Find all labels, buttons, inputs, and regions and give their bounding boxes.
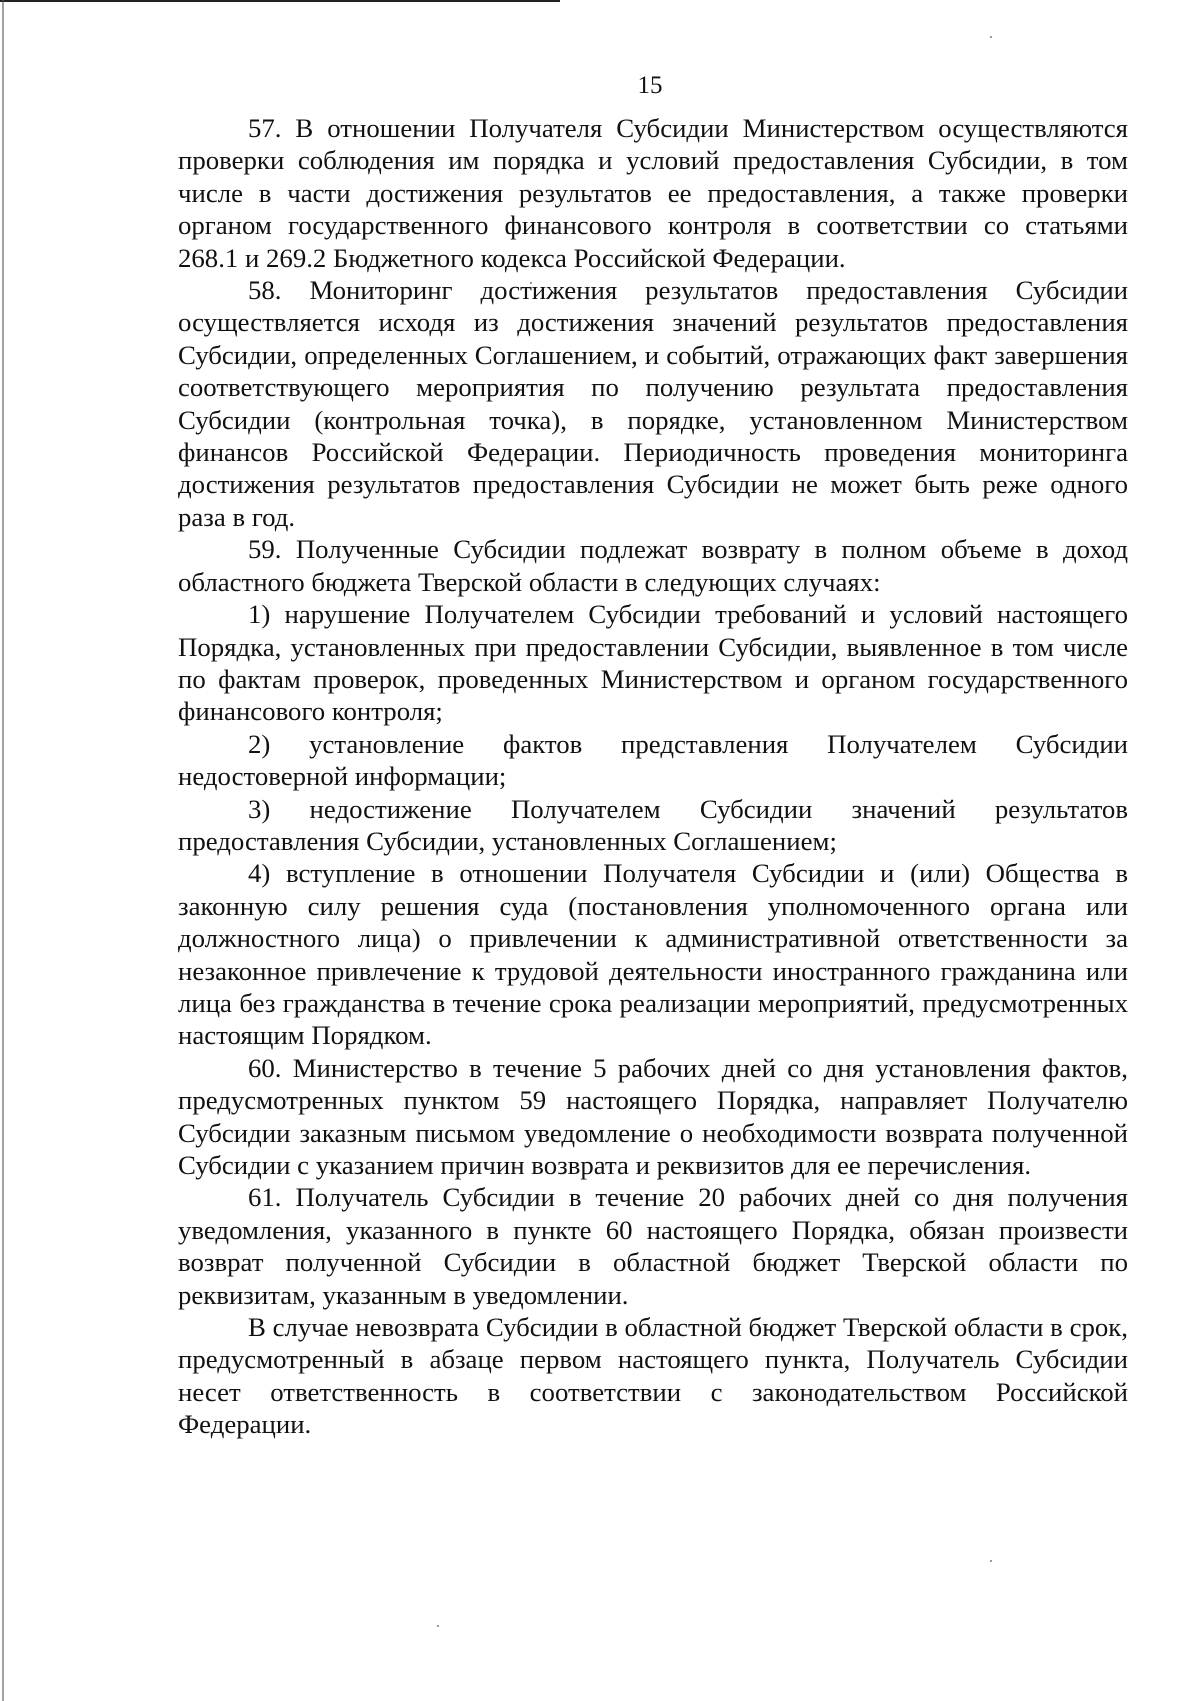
scan-speck bbox=[990, 36, 992, 38]
paragraph-57: 57. В отношении Получателя Субсидии Министерством осуществляются проверки соблюдения им порядка и условий предоставления Субсидии, в том числе в части достижения результатов ее предоставления, а также проверки органом государственного финансового контроля в соответствии со статьями 268.1 и 269.2 Бюджетного кодекса Российской Федерации. bbox=[178, 113, 1128, 273]
page-number: 15 bbox=[637, 72, 663, 99]
scan-speck bbox=[437, 1625, 439, 1627]
paragraph-58: 58. Мониторинг достижения результатов предоставления Субсидии осуществляется исходя из достижения значений результатов предоставления Субсидии, определенных Соглашением, и событий, отражающих факт завершения соответствующего мероприятия по получению результата предоставления Субсидии (контрольная точка), в порядке, установленном Министерством финансов Российской Федерации. Периодичность проведения мониторинга достижения результатов предоставления Субсидии не может быть реже одного раза в год. bbox=[178, 275, 1128, 532]
paragraph-61-part-2: В случае невозврата Субсидии в областной бюджет Тверской области в срок, предусмотренный в абзаце первом настоящего пункта, Получатель Субсидии несет ответственность в соответствии с законодательством Российской Федерации. bbox=[178, 1312, 1128, 1440]
scan-edge-top bbox=[0, 0, 560, 2]
paragraph-59-item-2: 2) установление фактов представления Получателем Субсидии недостоверной информации; bbox=[178, 728, 1128, 792]
document-body bbox=[178, 112, 1128, 1441]
paragraph-60: 60. Министерство в течение 5 рабочих дней со дня установления фактов, предусмотренных пунктом 59 настоящего Порядка, направляет Получателю Субсидии заказным письмом уведомление о необходимости возврата полученной Субсидии с указанием причин возврата и реквизитов для ее перечисления. bbox=[178, 1052, 1128, 1180]
paragraph-59-item-4: 4) вступление в отношении Получателя Субсидии и (или) Общества в законную силу решения суда (постановления уполномоченного органа или должностного лица) о привлечении к административной ответственности за незаконное привлечение к трудовой деятельности иностранного гражданина или лица без гражданства в течение срока реализации мероприятий, предусмотренных настоящим Порядком. bbox=[178, 858, 1128, 1051]
paragraph-59-item-3: 3) недостижение Получателем Субсидии значений результатов предоставления Субсидии, установленных Соглашением; bbox=[178, 793, 1128, 856]
paragraph-61: 61. Получатель Субсидии в течение 20 рабочих дней со дня получения уведомления, указанного в пункте 60 настоящего Порядка, обязан произвести возврат полученной Субсидии в областной бюджет Тверской области по реквизитам, указанным в уведомлении. bbox=[178, 1182, 1128, 1310]
paragraph-59: 59. Полученные Субсидии подлежат возврату в полном объеме в доход областного бюджета Тверской области в следующих случаях: bbox=[178, 534, 1128, 597]
scan-edge-left bbox=[2, 0, 4, 1701]
paragraph-59-item-1: 1) нарушение Получателем Субсидии требований и условий настоящего Порядка, установленных при предоставлении Субсидии, выявленное в том числе по фактам проверок, проведенных Министерством и органом государственного финансового контроля; bbox=[178, 599, 1128, 727]
scan-speck bbox=[990, 1560, 992, 1562]
